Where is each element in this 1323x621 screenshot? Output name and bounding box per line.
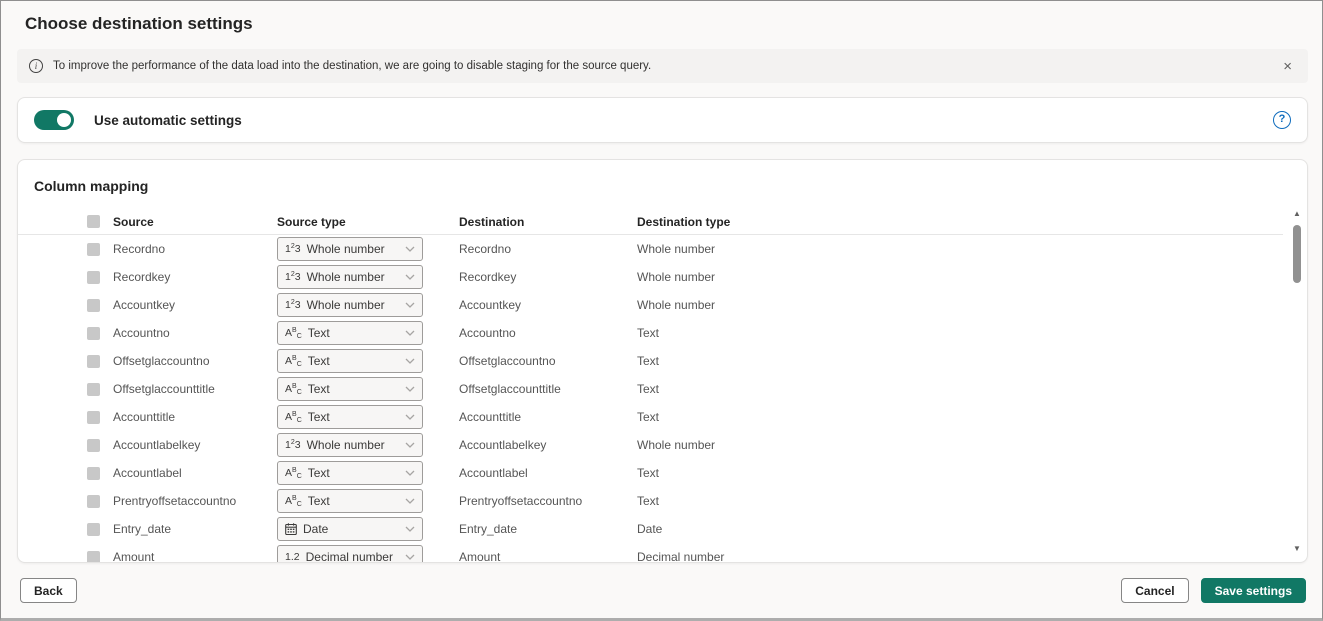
whole-number-icon: 1 2 3 bbox=[285, 298, 301, 311]
column-mapping-table bbox=[18, 209, 1283, 563]
source-type-value: Text bbox=[307, 494, 330, 508]
close-icon[interactable]: × bbox=[1283, 57, 1292, 75]
table-row bbox=[18, 347, 1283, 375]
destination-type: Whole number bbox=[637, 242, 716, 256]
select-all-checkbox[interactable] bbox=[87, 215, 100, 228]
destination-column-name: Accountlabelkey bbox=[459, 438, 547, 452]
row-checkbox[interactable] bbox=[87, 243, 100, 256]
destination-type: Whole number bbox=[637, 438, 716, 452]
source-type-dropdown[interactable] bbox=[277, 237, 423, 261]
table-row bbox=[18, 543, 1283, 563]
vertical-scrollbar[interactable] bbox=[1290, 209, 1304, 554]
destination-type: Text bbox=[637, 382, 660, 396]
destination-column-name: Entry_date bbox=[459, 522, 518, 536]
source-column-name: Accountkey bbox=[113, 298, 176, 312]
chevron-down-icon bbox=[405, 274, 415, 280]
source-type-dropdown[interactable] bbox=[277, 349, 423, 373]
source-type-dropdown[interactable] bbox=[277, 433, 423, 457]
destination-column-name: Accountno bbox=[459, 326, 516, 340]
text-icon: A B C bbox=[285, 354, 302, 368]
row-checkbox[interactable] bbox=[87, 383, 100, 396]
table-row bbox=[18, 431, 1283, 459]
source-type-value: Text bbox=[307, 354, 330, 368]
whole-number-icon: 1 2 3 bbox=[285, 242, 301, 255]
destination-type: Text bbox=[637, 326, 660, 340]
chevron-down-icon bbox=[405, 498, 415, 504]
destination-column-name: Recordkey bbox=[459, 270, 517, 284]
source-column-name: Offsetglaccountno bbox=[113, 354, 210, 368]
source-type-value: Whole number bbox=[306, 242, 385, 256]
destination-type: Text bbox=[637, 410, 660, 424]
row-checkbox[interactable] bbox=[87, 495, 100, 508]
source-type-value: Whole number bbox=[306, 270, 385, 284]
header-source: Source bbox=[113, 214, 154, 229]
column-mapping-card bbox=[17, 159, 1308, 563]
row-checkbox[interactable] bbox=[87, 299, 100, 312]
automatic-settings-card bbox=[17, 97, 1308, 143]
save-settings-button[interactable]: Save settings bbox=[1201, 578, 1306, 603]
row-checkbox[interactable] bbox=[87, 411, 100, 424]
table-row bbox=[18, 263, 1283, 291]
info-icon: i bbox=[29, 59, 43, 73]
row-checkbox[interactable] bbox=[87, 271, 100, 284]
dialog-footer bbox=[20, 578, 1306, 603]
scrollbar-thumb[interactable] bbox=[1293, 225, 1301, 283]
text-icon: A B C bbox=[285, 466, 302, 480]
decimal-icon: 1.2 bbox=[285, 551, 300, 563]
scroll-down-icon[interactable]: ▼ bbox=[1293, 544, 1301, 553]
text-icon: A B C bbox=[285, 494, 302, 508]
source-type-value: Decimal number bbox=[305, 550, 393, 563]
header-destination: Destination bbox=[459, 214, 525, 229]
page-title: Choose destination settings bbox=[25, 14, 253, 33]
row-checkbox[interactable] bbox=[87, 467, 100, 480]
whole-number-icon: 1 2 3 bbox=[285, 438, 301, 451]
whole-number-icon: 1 2 3 bbox=[285, 270, 301, 283]
source-type-dropdown[interactable] bbox=[277, 545, 423, 563]
row-checkbox[interactable] bbox=[87, 355, 100, 368]
table-body bbox=[18, 235, 1283, 563]
source-type-dropdown[interactable] bbox=[277, 517, 423, 541]
table-row bbox=[18, 375, 1283, 403]
destination-type: Date bbox=[637, 522, 663, 536]
source-column-name: Accountlabel bbox=[113, 466, 182, 480]
source-type-dropdown[interactable] bbox=[277, 265, 423, 289]
back-button[interactable]: Back bbox=[20, 578, 77, 603]
source-type-value: Text bbox=[307, 410, 330, 424]
table-row bbox=[18, 403, 1283, 431]
table-row bbox=[18, 515, 1283, 543]
date-icon bbox=[285, 523, 297, 535]
destination-column-name: Accountlabel bbox=[459, 466, 528, 480]
chevron-down-icon bbox=[405, 554, 415, 560]
chevron-down-icon bbox=[405, 414, 415, 420]
destination-column-name: Amount bbox=[459, 550, 501, 563]
table-row bbox=[18, 319, 1283, 347]
chevron-down-icon bbox=[405, 442, 415, 448]
row-checkbox[interactable] bbox=[87, 439, 100, 452]
destination-column-name: Accountkey bbox=[459, 298, 522, 312]
destination-type: Decimal number bbox=[637, 550, 725, 563]
source-type-value: Whole number bbox=[306, 298, 385, 312]
source-type-value: Whole number bbox=[306, 438, 385, 452]
table-row bbox=[18, 291, 1283, 319]
row-checkbox[interactable] bbox=[87, 523, 100, 536]
row-checkbox[interactable] bbox=[87, 551, 100, 564]
destination-column-name: Offsetglaccountno bbox=[459, 354, 556, 368]
source-column-name: Recordkey bbox=[113, 270, 171, 284]
destination-type: Text bbox=[637, 466, 660, 480]
cancel-button[interactable]: Cancel bbox=[1121, 578, 1188, 603]
chevron-down-icon bbox=[405, 302, 415, 308]
text-icon: A B C bbox=[285, 326, 302, 340]
destination-type: Text bbox=[637, 494, 660, 508]
source-column-name: Accountlabelkey bbox=[113, 438, 201, 452]
source-type-dropdown[interactable] bbox=[277, 461, 423, 485]
header-destination-type: Destination type bbox=[637, 214, 731, 229]
text-icon: A B C bbox=[285, 382, 302, 396]
source-column-name: Entry_date bbox=[113, 522, 172, 536]
table-row bbox=[18, 487, 1283, 515]
source-type-value: Date bbox=[303, 522, 329, 536]
source-type-value: Text bbox=[307, 466, 330, 480]
source-type-dropdown[interactable] bbox=[277, 405, 423, 429]
source-type-dropdown[interactable] bbox=[277, 377, 423, 401]
banner-message: To improve the performance of the data load into the destination, we are going to disable staging for the source query. bbox=[53, 60, 652, 72]
help-icon[interactable]: ? bbox=[1273, 111, 1291, 129]
toggle-knob bbox=[57, 113, 71, 127]
text-icon: A B C bbox=[285, 410, 302, 424]
source-column-name: Accountno bbox=[113, 326, 170, 340]
destination-column-name: Offsetglaccounttitle bbox=[459, 382, 561, 396]
source-column-name: Amount bbox=[113, 550, 155, 563]
chevron-down-icon bbox=[405, 358, 415, 364]
source-type-value: Text bbox=[307, 382, 330, 396]
scroll-up-icon[interactable]: ▲ bbox=[1293, 209, 1301, 218]
destination-type: Text bbox=[637, 354, 660, 368]
table-row bbox=[18, 459, 1283, 487]
column-mapping-heading: Column mapping bbox=[34, 178, 149, 194]
destination-type: Whole number bbox=[637, 270, 716, 284]
source-column-name: Recordno bbox=[113, 242, 166, 256]
info-banner bbox=[17, 49, 1308, 83]
source-column-name: Prentryoffsetaccountno bbox=[113, 494, 237, 508]
chevron-down-icon bbox=[405, 470, 415, 476]
chevron-down-icon bbox=[405, 246, 415, 252]
destination-column-name: Prentryoffsetaccountno bbox=[459, 494, 583, 508]
automatic-settings-toggle[interactable] bbox=[34, 110, 74, 130]
row-checkbox[interactable] bbox=[87, 327, 100, 340]
table-row bbox=[18, 235, 1283, 263]
source-type-dropdown[interactable] bbox=[277, 293, 423, 317]
source-type-dropdown[interactable] bbox=[277, 321, 423, 345]
source-column-name: Offsetglaccounttitle bbox=[113, 382, 215, 396]
source-type-value: Text bbox=[307, 326, 330, 340]
chevron-down-icon bbox=[405, 386, 415, 392]
source-column-name: Accounttitle bbox=[113, 410, 176, 424]
destination-type: Whole number bbox=[637, 298, 716, 312]
automatic-settings-label: Use automatic settings bbox=[94, 112, 242, 128]
destination-column-name: Recordno bbox=[459, 242, 512, 256]
header-source-type: Source type bbox=[277, 214, 346, 229]
table-header-row bbox=[18, 209, 1283, 235]
destination-column-name: Accounttitle bbox=[459, 410, 522, 424]
chevron-down-icon bbox=[405, 526, 415, 532]
source-type-dropdown[interactable] bbox=[277, 489, 423, 513]
chevron-down-icon bbox=[405, 330, 415, 336]
